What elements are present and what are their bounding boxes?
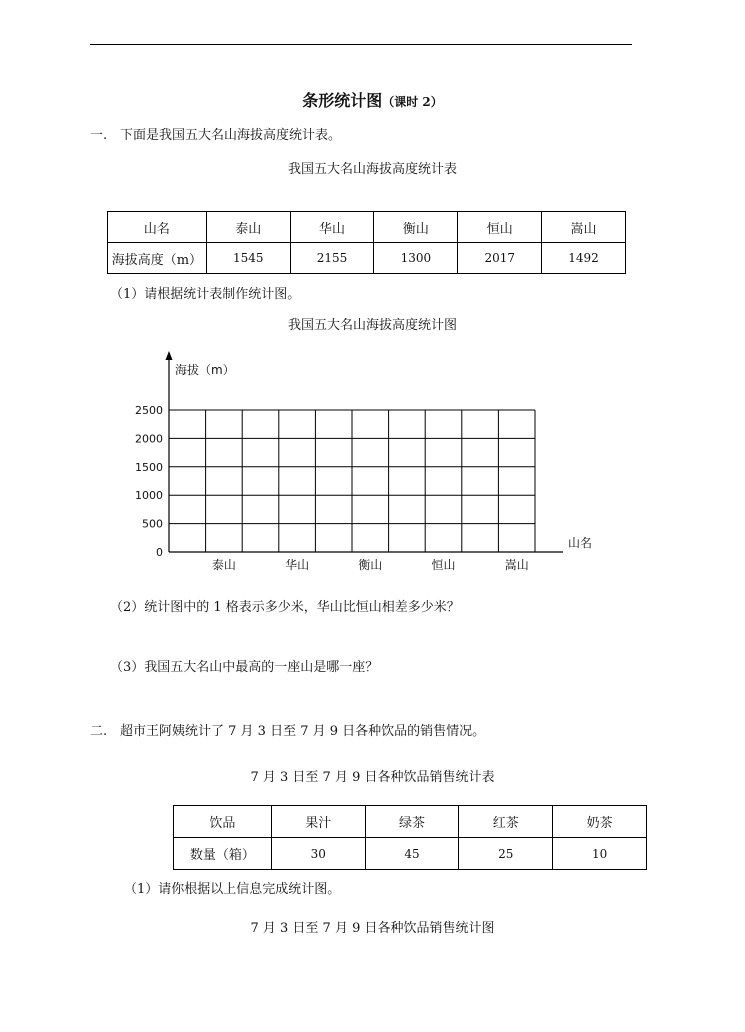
table-cell: 衡山: [374, 212, 458, 243]
q2-table: [173, 805, 647, 870]
q1-number: 一.: [90, 128, 108, 143]
x-axis-label: 山名: [568, 536, 593, 550]
table-row: [108, 243, 626, 274]
y-tick-label: 0: [156, 546, 163, 559]
q2-number: 二.: [90, 724, 108, 739]
table-cell: 1300: [374, 243, 458, 274]
q2-sub1: （1）请你根据以上信息完成统计图。: [124, 882, 341, 897]
q1-table: [107, 211, 626, 274]
table-cell: 30: [271, 838, 365, 870]
table-cell: 嵩山: [542, 212, 626, 243]
table-cell: 1492: [542, 243, 626, 274]
x-tick-label: 泰山: [211, 558, 236, 572]
table-cell: 奶茶: [553, 806, 647, 838]
y-axis-arrow-icon: [166, 351, 173, 360]
x-tick-label: 恒山: [431, 558, 456, 572]
header-rule: [90, 44, 632, 45]
table-cell: 45: [365, 838, 459, 870]
q2-prompt: 超市王阿姨统计了 7 月 3 日至 7 月 9 日各种饮品的销售情况。: [120, 724, 486, 739]
table-header-row: [174, 806, 647, 838]
q1-sub1: （1）请根据统计表制作统计图。: [110, 287, 301, 302]
bar-chart-grid[interactable]: [100, 345, 610, 580]
table-cell: 红茶: [459, 806, 553, 838]
y-tick-label: 1500: [135, 460, 163, 474]
table-cell: 饮品: [174, 806, 272, 838]
y-tick-label: 1000: [135, 489, 163, 503]
q2-table-caption: 7 月 3 日至 7 月 9 日各种饮品销售统计表: [250, 770, 495, 785]
q1-sub3: （3）我国五大名山中最高的一座山是哪一座？: [110, 660, 379, 675]
table-cell: 海拔高度（m）: [108, 243, 207, 274]
q1-table-caption: 我国五大名山海拔高度统计表: [287, 162, 457, 177]
x-tick-label: 嵩山: [504, 558, 529, 572]
q1-chart-caption: 我国五大名山海拔高度统计图: [287, 318, 457, 333]
q1-prompt: 下面是我国五大名山海拔高度统计表。: [120, 128, 342, 143]
x-tick-label: 衡山: [358, 558, 383, 572]
y-tick-label: 2500: [135, 404, 163, 417]
y-axis-label: 海拔（m）: [175, 363, 235, 377]
table-row: [174, 838, 647, 870]
table-cell: 2017: [458, 243, 542, 274]
table-cell: 山名: [108, 212, 207, 243]
table-header-row: [108, 212, 626, 243]
table-cell: 恒山: [458, 212, 542, 243]
y-tick-label: 2000: [135, 432, 163, 446]
y-tick-label: 500: [142, 517, 163, 531]
q2-chart-caption: 7 月 3 日至 7 月 9 日各种饮品销售统计图: [250, 921, 495, 936]
table-cell: 华山: [290, 212, 374, 243]
table-cell: 泰山: [206, 212, 290, 243]
table-cell: 2155: [290, 243, 374, 274]
x-tick-label: 华山: [285, 558, 310, 572]
table-cell: 果汁: [271, 806, 365, 838]
q1-sub2: （2）统计图中的 1 格表示多少米，华山比恒山相差多少米？: [110, 600, 460, 615]
table-cell: 25: [459, 838, 553, 870]
page-title: 条形统计图（课时 2）: [302, 91, 443, 110]
table-cell: 数量（箱）: [174, 838, 272, 870]
table-cell: 1545: [206, 243, 290, 274]
table-cell: 10: [553, 838, 647, 870]
table-cell: 绿茶: [365, 806, 459, 838]
